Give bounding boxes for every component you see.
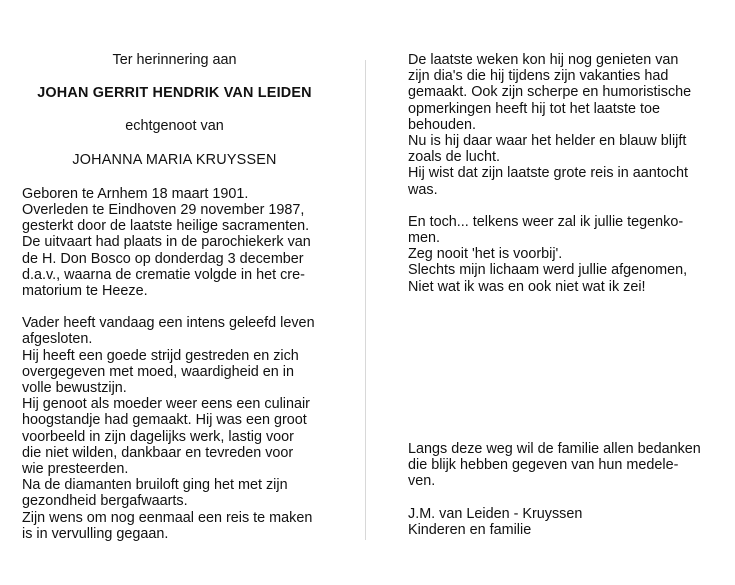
text-line: d.a.v., waarna de crematie volgde in het cre- <box>22 266 305 283</box>
fold-line <box>365 60 366 540</box>
text-line: men. <box>408 230 440 247</box>
text-line: afgesloten. <box>22 331 93 348</box>
text-line: gesterkt door de laatste heilige sacramenten. <box>22 218 310 235</box>
right-column <box>408 52 713 538</box>
text-line: volle bewustzijn. <box>22 380 127 397</box>
text-line: Hij heeft een goede strijd gestreden en zich <box>22 347 299 364</box>
text-line: Zeg nooit 'het is voorbij'. <box>408 246 563 263</box>
closing <box>408 441 713 538</box>
biography <box>22 186 327 299</box>
text-line: behouden. <box>408 116 477 133</box>
text-line: zijn dia's die hij tijdens zijn vakanties had <box>408 68 669 85</box>
text-line: gemaakt. Ook zijn scherpe en humoristische <box>408 84 692 101</box>
spouse-intro: echtgenoot van <box>125 118 224 135</box>
text-line: Kinderen en familie <box>408 521 532 538</box>
text-line: ven. <box>408 473 436 490</box>
text-line: wie presteerden. <box>22 461 129 478</box>
paragraph-gap <box>408 490 713 506</box>
tribute <box>22 315 327 542</box>
text-line: is in vervulling gegaan. <box>22 525 169 542</box>
thanks <box>408 441 713 490</box>
remembrance-header: Ter herinnering aan <box>112 52 237 68</box>
text-line: voorbeeld in zijn dagelijks werk, lastig voor <box>22 428 294 445</box>
text-line: overgegeven met moed, waardigheid en in <box>22 363 294 380</box>
text-line: gezondheid bergafwaarts. <box>22 493 188 510</box>
text-line: matorium te Heeze. <box>22 283 148 300</box>
memories <box>408 52 713 198</box>
text-line: Vader heeft vandaag een intens geleefd leven <box>22 315 315 332</box>
text-line: Nu is hij daar waar het helder en blauw blijft <box>408 133 687 150</box>
left-column <box>22 52 327 542</box>
text-line: Zijn wens om nog eenmaal een reis te maken <box>22 509 313 526</box>
text-line: hoogstandje had gemaakt. Hij was een groot <box>22 412 307 429</box>
paragraph-gap <box>408 198 713 214</box>
text-line: De laatste weken kon hij nog genieten van <box>408 52 679 68</box>
text-line: opmerkingen heeft hij tot het laatste toe <box>408 100 660 117</box>
text-line: De uitvaart had plaats in de parochiekerk van <box>22 234 311 251</box>
text-line: Langs deze weg wil de familie allen bedanken <box>408 441 701 457</box>
text-line: zoals de lucht. <box>408 149 500 166</box>
deceased-name: JOHAN GERRIT HENDRIK VAN LEIDEN <box>37 85 312 102</box>
text-line: Overleden te Eindhoven 29 november 1987, <box>22 202 305 219</box>
text-line: Na de diamanten bruiloft ging het met zijn <box>22 477 288 494</box>
text-line: die blijk hebben gegeven van hun medele- <box>408 457 679 474</box>
text-line: die niet wilden, dankbaar en tevreden voor <box>22 444 294 461</box>
text-line: Hij wist dat zijn laatste grote reis in aantocht <box>408 165 688 182</box>
text-line: de H. Don Bosco op donderdag 3 december <box>22 250 304 267</box>
text-line: Niet wat ik was en ook niet wat ik zei! <box>408 278 646 295</box>
text-line: Geboren te Arnhem 18 maart 1901. <box>22 185 249 202</box>
text-line: Slechts mijn lichaam werd jullie afgenomen, <box>408 262 688 279</box>
paragraph-gap <box>22 299 327 315</box>
signature <box>408 506 713 538</box>
text-line: was. <box>408 181 438 198</box>
poem <box>408 214 713 295</box>
text-line: J.M. van Leiden - Kruyssen <box>408 505 583 522</box>
text-line: En toch... telkens weer zal ik jullie tegenko- <box>408 213 684 230</box>
spouse-name: JOHANNA MARIA KRUYSSEN <box>72 151 277 168</box>
text-line: Hij genoot als moeder weer eens een culinair <box>22 396 310 413</box>
